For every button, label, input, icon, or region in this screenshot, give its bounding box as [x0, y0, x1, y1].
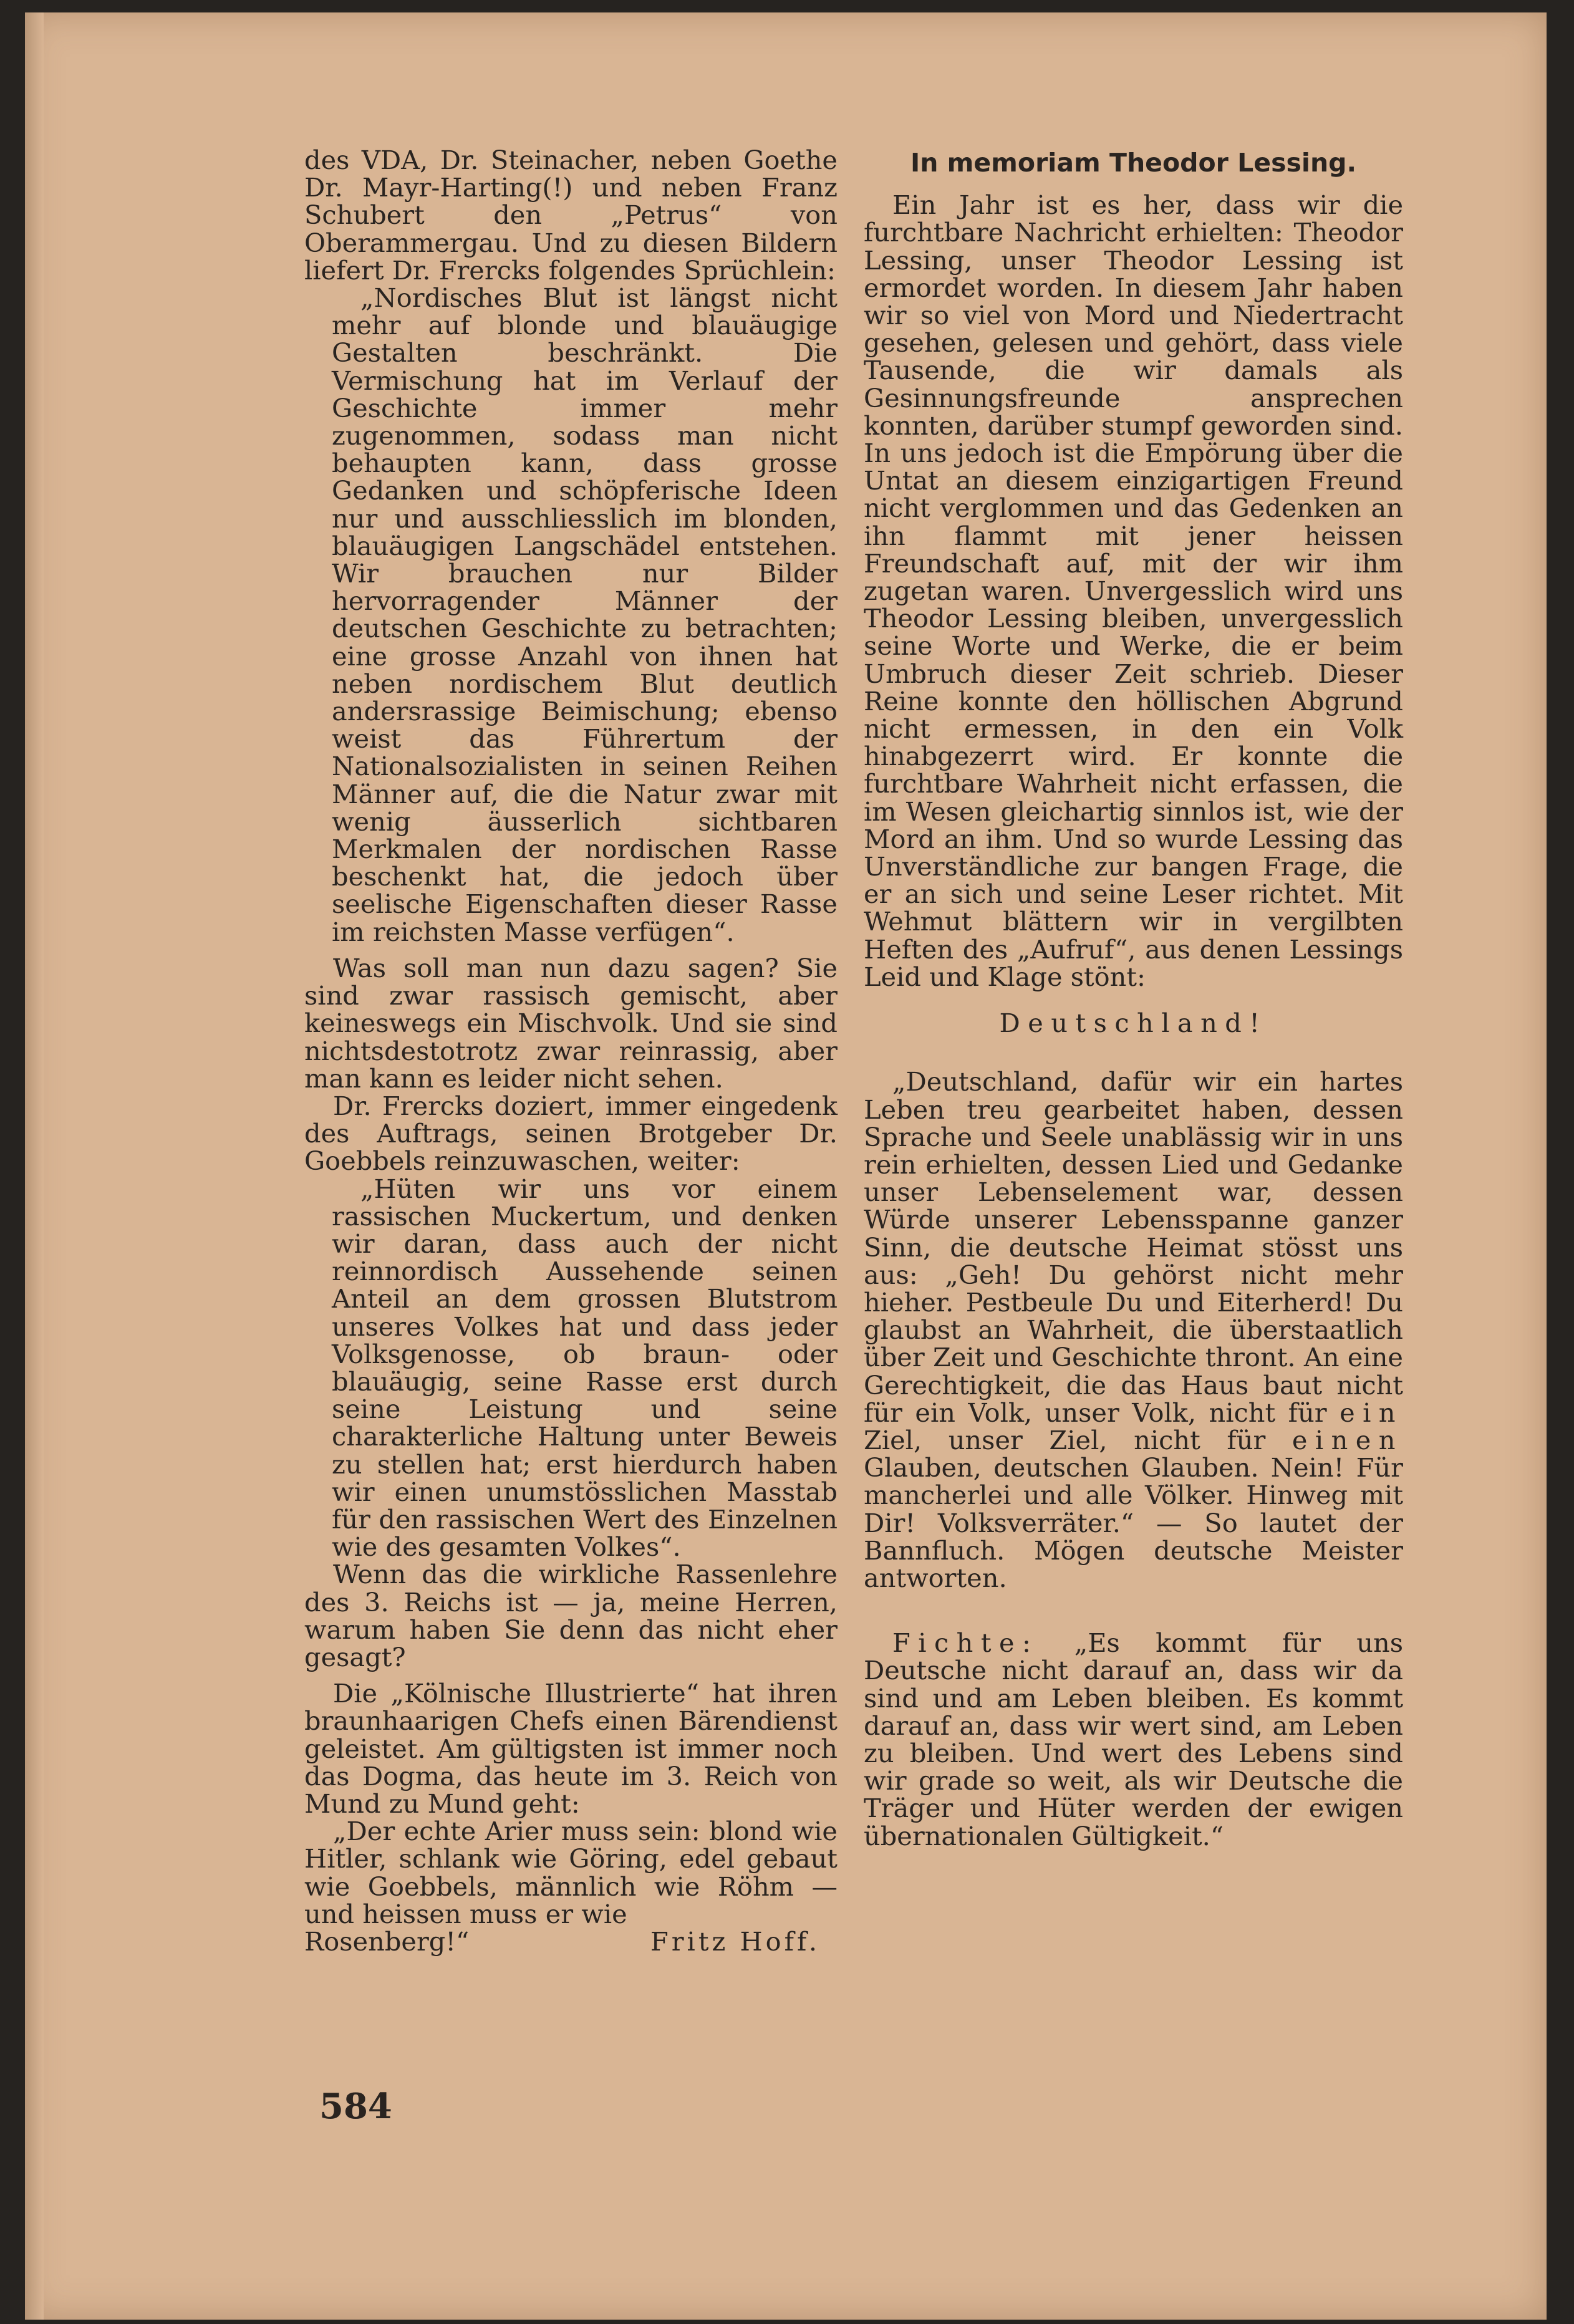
block-quote: „Nordisches Blut ist längst nicht mehr auf blonde und blauäugige Gestalten beschränkt. Die Vermischung hat im Verlauf der Geschichte immer mehr zugenommen, sodass man nicht behaupten kann, dass grosse Gedanken und schöpferische Ideen nur und ausschliesslich im blonden, blauäugigen Langschädel entstehen. Wir brauchen nur Bilder hervorragender Männer der deutschen Geschichte zu betrachten; eine grosse Anzahl von ihnen hat neben nordischem Blut deutlich andersrassige Beimischung; ebenso weist das Führertum der Nationalsozialisten in seinen Reihen Männer auf, die die Natur zwar mit wenig äusserlich sichtbaren Merkmalen der nordischen Rasse beschenkt hat, die jedoch über seelische Eigenschaften dieser Rasse im reichsten Masse verfügen“.	[332, 282, 838, 947]
block-quote: „Der echte Arier muss sein: blond wie Hitler, schlank wie Göring, edel gebaut wie Goebbels, männlich wie Röhm — und heissen muss er wie	[304, 1816, 838, 1929]
quote-end: Rosenberg!“	[304, 1926, 470, 1957]
emphasis: ein	[1340, 1397, 1403, 1428]
subheading: Deutschland!	[999, 1008, 1268, 1039]
author-signature: Fritz Hoff.	[650, 1926, 820, 1957]
page-number: 584	[319, 2086, 392, 2127]
paragraph: Die „Kölnische Illustrierte“ hat ihren braunhaarigen Chefs einen Bärendienst geleistet. Am gültigsten ist immer noch das Dogma, das heute im 3. Reich von Mund zu Mund geht:	[304, 1678, 838, 1819]
paragraph: Wenn das die wirkliche Rassenlehre des 3. Reichs ist — ja, meine Herren, warum haben Sie denn das nicht eher gesagt?	[304, 1559, 838, 1672]
paragraph: Dr. Frercks doziert, immer eingedenk des Auftrags, seinen Brotgeber Dr. Goebbels reinzuwaschen, weiter:	[304, 1090, 838, 1177]
book-page	[25, 12, 1547, 2320]
page-edge	[25, 12, 44, 2320]
text-run: Ziel, unser Ziel, nicht für	[864, 1424, 1266, 1455]
signature-line	[304, 1928, 838, 1955]
article-headline: In memoriam Theodor Lessing.	[910, 148, 1357, 178]
quote-author: Fichte:	[892, 1627, 1039, 1659]
emphasis: einen	[1292, 1424, 1403, 1455]
left-column	[304, 147, 838, 1955]
block-quote: „Hüten wir uns vor einem rassischen Muckertum, und denken wir daran, dass auch der nicht reinnordisch Aussehende seinen Anteil an dem grossen Blutstrom unseres Volkes hat und dass jeder Volksgenosse, ob braun- oder blauäugig, seine Rasse erst durch seine Leistung und seine charakterliche Haltung unter Beweis zu stellen hat; erst hierdurch haben wir einen unumstösslichen Masstab für den rassischen Wert des Einzelnen wie des gesamten Volkes“.	[332, 1173, 838, 1563]
text-run: „Deutschland, dafür wir ein hartes Leben treu gearbeitet haben, dessen Sprache und Seele unablässig wir in uns rein erhielten, dessen Lied und Gedanke unser Lebenselement war, dessen Würde unserer Lebensspanne ganzer Sinn, die deutsche Heimat stösst uns aus: „Geh! Du gehörst nicht mehr hieher. Pestbeule Du und Eiterherd! Du glaubst an Wahrheit, die überstaatlich über Zeit und Geschichte thront. An eine Gerechtigkeit, die das Haus baut nicht für ein Volk, unser Volk, nicht für	[864, 1066, 1403, 1428]
right-column	[864, 147, 1403, 1850]
paragraph: Ein Jahr ist es her, dass wir die furchtbare Nachricht erhielten: Theodor Lessing, unser Theodor Lessing ist ermordet worden. In diesem Jahr haben wir so viel von Mord und Niedertracht gesehen, gelesen und gehört, dass viele Tausende, die wir damals als Gesinnungsfreunde ansprechen konnten, darüber stumpf geworden sind. In uns jedoch ist die Empörung über die Untat an diesem einzigartigen Freund nicht verglommen und das Gedenken an ihn flammt mit jener heissen Freundschaft auf, mit der wir ihm zugetan waren. Unvergesslich wird uns Theodor Lessing bleiben, unvergesslich seine Worte und Werke, die er beim Umbruch dieser Zeit schrieb. Dieser Reine konnte den höllischen Abgrund nicht ermessen, in den ein Volk hinabgezerrt wird. Er konnte die furchtbare Wahrheit nicht erfassen, die im Wesen gleichartig sinnlos ist, wie der Mord an ihm. Und so wurde Lessing das Unverständliche zur bangen Frage, die er an sich und seine Leser richtet. Mit Wehmut blättern wir in vergilbten Heften des „Aufruf“, aus denen Lessings Leid und Klage stönt:	[864, 190, 1403, 992]
text-run: „Es kommt für uns Deutsche nicht darauf an, dass wir da sind und am Leben bleiben. Es kommt darauf an, dass wir wert sind, am Leben zu bleiben. Und wert des Lebens sind wir grade so weit, als wir Deutsche die Träger und Hüter werden der ewigen übernationalen Gültigkeit.“	[864, 1627, 1403, 1851]
paragraph: Was soll man nun dazu sagen? Sie sind zwar rassisch gemischt, aber keineswegs ein Mischvolk. Und sie sind nichtsdestotrotz zwar reinrassig, aber man kann es leider nicht sehen.	[304, 952, 838, 1094]
paragraph	[864, 1629, 1403, 1850]
paragraph: des VDA, Dr. Steinacher, neben Goethe Dr. Mayr-Harting(!) und neben Franz Schubert den „Petrus“ von Oberammergau. Und zu diesen Bildern liefert Dr. Frercks folgendes Sprüchlein:	[304, 145, 838, 286]
paragraph	[864, 1068, 1403, 1592]
text-run: Glauben, deutschen Glauben. Nein! Für mancherlei und alle Völker. Hinweg mit Dir! Volksverräter.“ — So lautet der Bannfluch. Mögen deutsche Meister antworten.	[864, 1452, 1403, 1593]
